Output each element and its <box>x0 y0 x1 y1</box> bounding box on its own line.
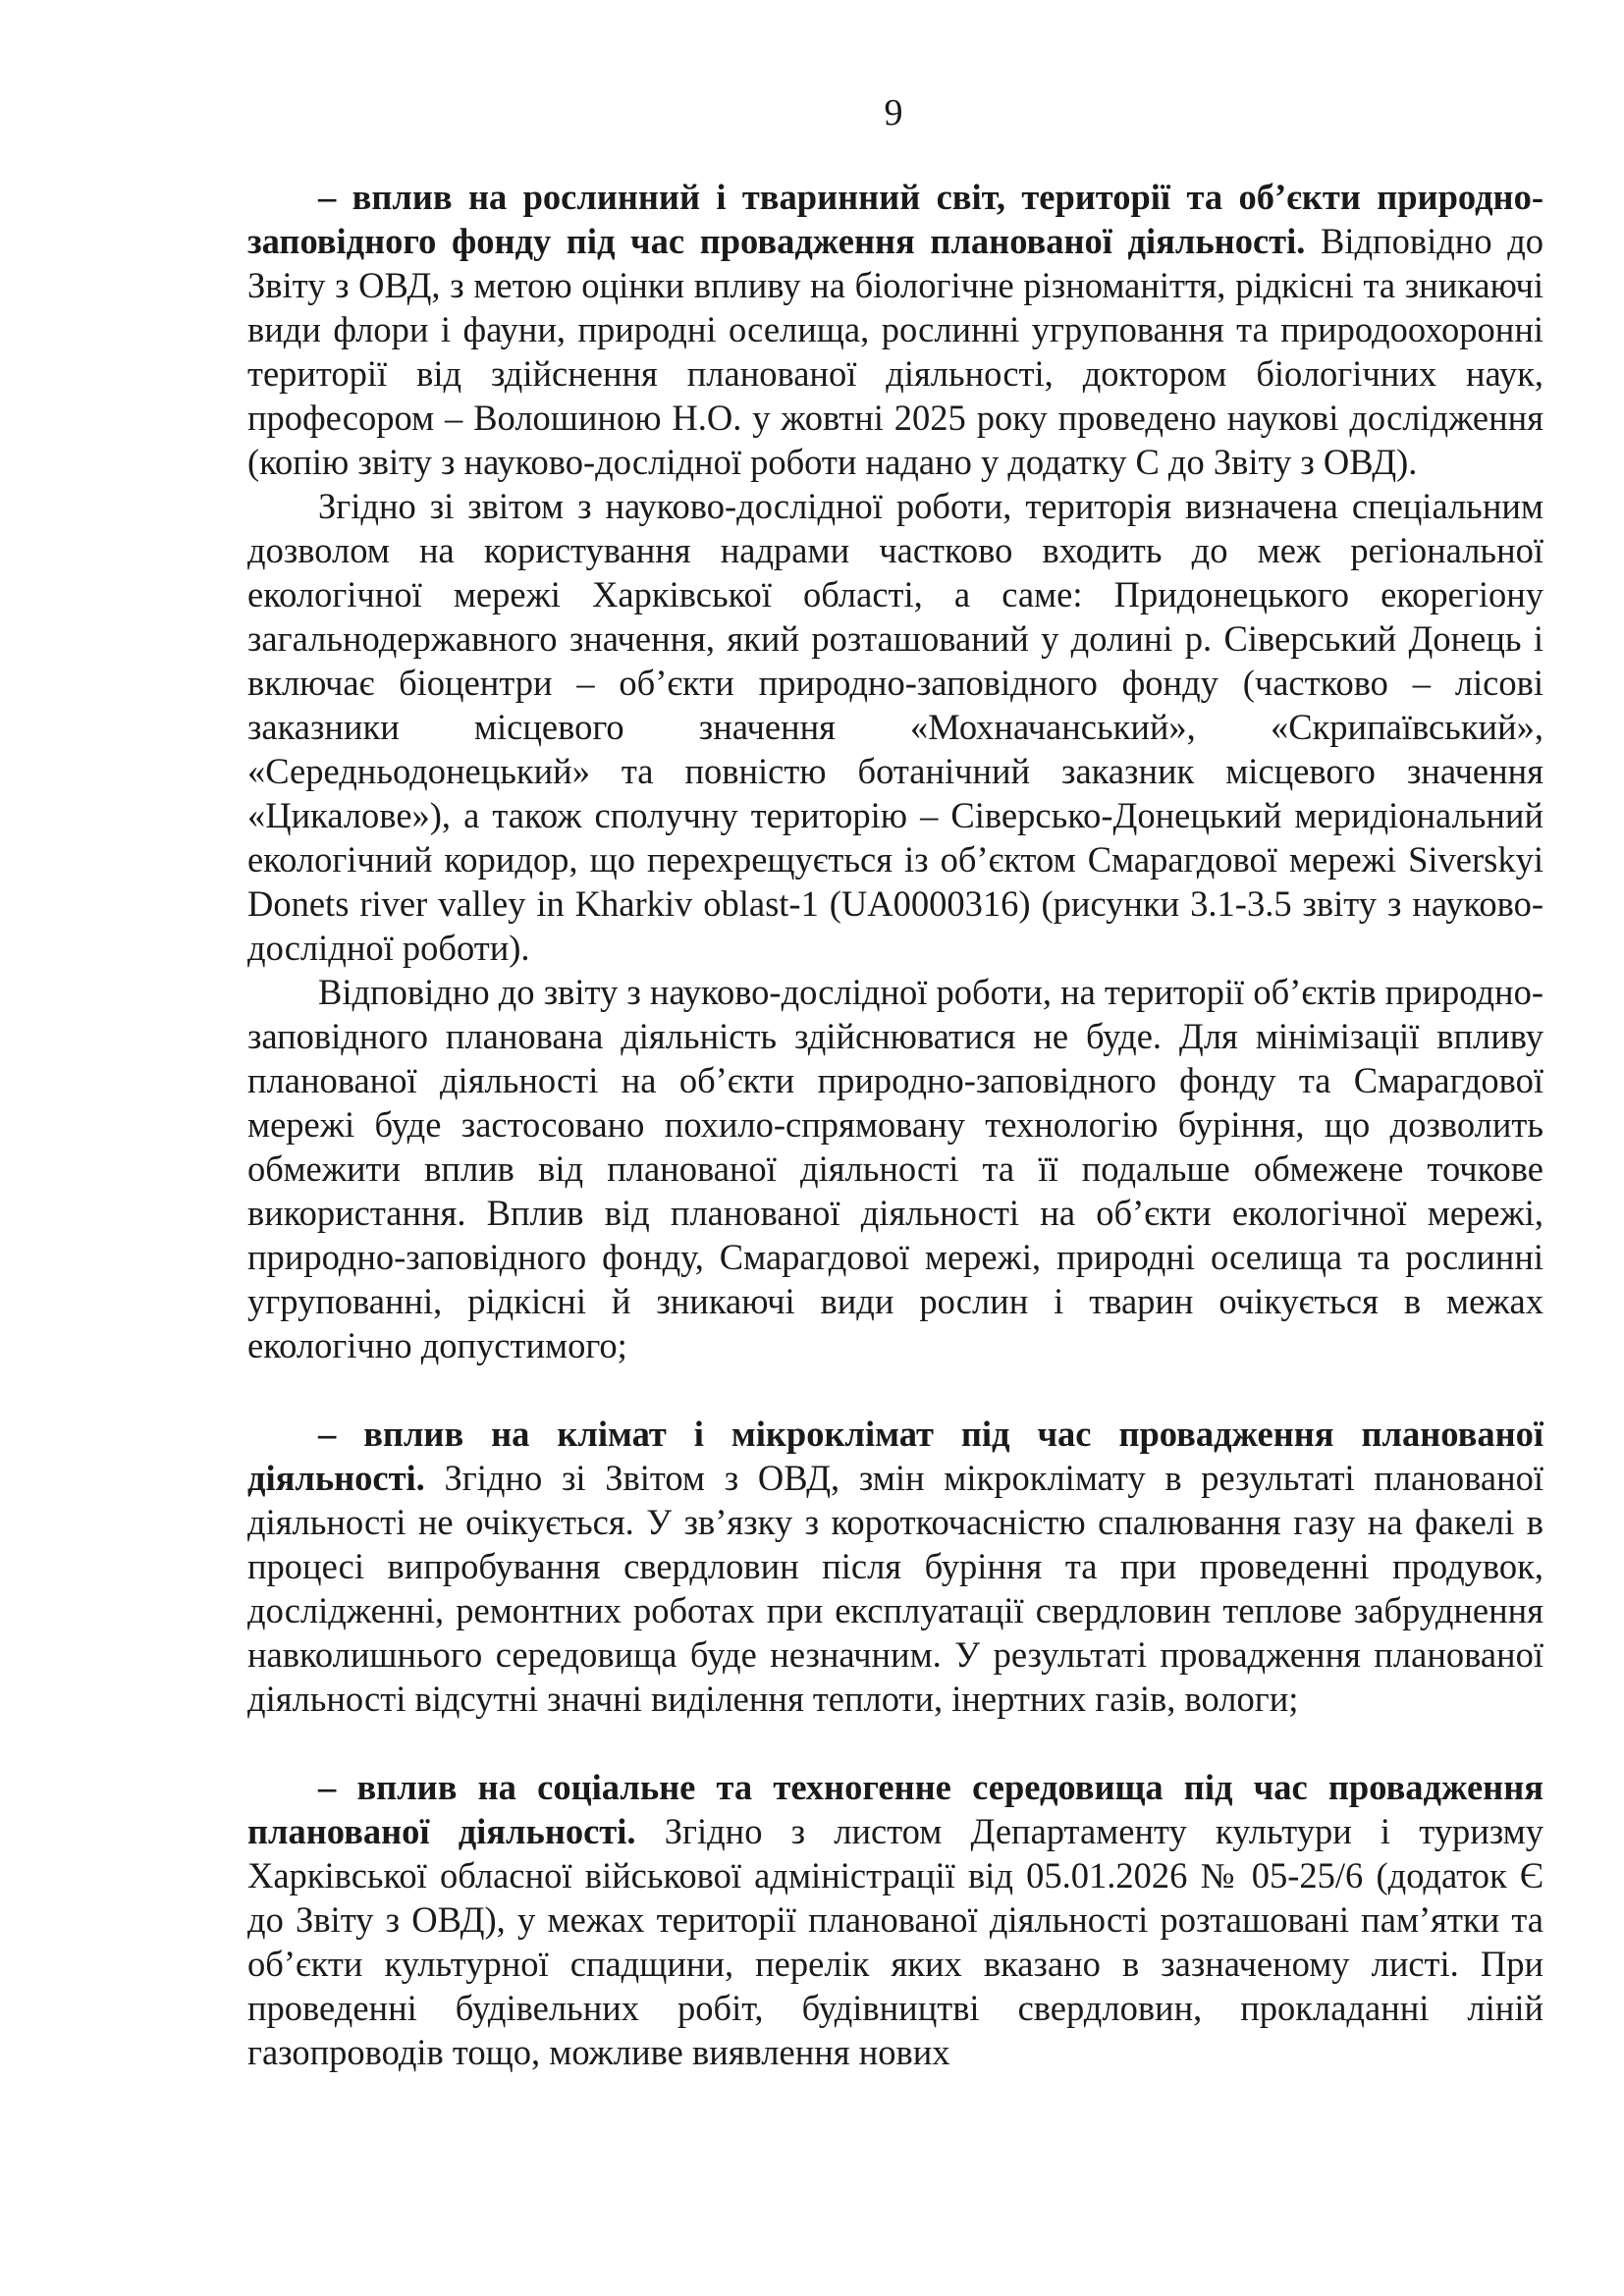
section-heading-climate: – вплив на клімат і мікроклімат під час провадження планованої діяльності. <box>247 1414 1543 1498</box>
paragraph-mitigation: Відповідно до звіту з науково-дослідної роботи, на території об’єктів природно-заповідного планована діяльність здійснюватися не буде. Для мінімізації впливу планованої діяльності на об’єкти природно-заповідного фонду та Смарагдової мережі буде застосовано похило-спрямовану технологію буріння, що дозволить обмежити вплив від планованої діяльності та її подальше обмежене точкове використання. Вплив від планованої діяльності на об’єкти екологічної мережі, природно-заповідного фонду, Смарагдової мережі, природні оселища та рослинні угрупованні, рідкісні й зникаючі види рослин і тварин очікується в межах екологічно допустимого; <box>247 972 1543 1365</box>
section-gap <box>247 1721 1543 1765</box>
section-text-social: Згідно з листом Департаменту культури і туризму Харківської обласної військової адміністрації від 05.01.2026 № 05-25/6 (додаток Є до Звіту з ОВД), у межах території планованої діяльності розташовані пам’ятки та об’єкти культурної спадщини, перелік яких вказано в зазначеному листі. При проведенні будівельних робіт, будівництві свердловин, прокладанні ліній газопроводів тощо, можливе виявлення нових <box>247 1811 1543 2072</box>
section-flora-fauna <box>247 175 1543 484</box>
section-social <box>247 1765 1543 2074</box>
section-heading-social: – вплив на соціальне та техногенне середовища під час провадження планованої діяльності. <box>247 1767 1543 1851</box>
section-text-flora-fauna: Відповідно до Звіту з ОВД, з метою оцінки впливу на біологічне різноманіття, рідкісні та зникаючі види флори і фауни, природні оселища, рослинні угруповання та природоохоронні території від здійснення планованої діяльності, доктором біологічних наук, професором – Волошиною Н.О. у жовтні 2025 року проведено наукові дослідження (копію звіту з науково-дослідної роботи надано у додатку С до Звіту з ОВД). <box>247 221 1544 482</box>
section-text-climate: Згідно зі Звітом з ОВД, змін мікроклімату в результаті планованої діяльності не очікується. У зв’язку з короткочасністю спалювання газу на факелі в процесі випробування свердловин після буріння та при проведенні продувок, дослідженні, ремонтних роботах при експлуатації свердловин теплове забруднення навколишнього середовища буде незначним. У результаті провадження планованої діяльності відсутні значні виділення теплоти, інертних газів, вологи; <box>247 1458 1543 1719</box>
section-climate <box>247 1412 1543 1721</box>
paragraph-ecological-network: Згідно зі звітом з науково-дослідної роботи, територія визначена спеціальним дозволом на користування надрами частково входить до меж регіональної екологічної мережі Харківської області, а саме: Придонецького екорегіону загальнодержавного значення, який розташований у долині р. Сіверський Донець і включає біоцентри – об’єкти природно-заповідного фонду (частково – лісові заказники місцевого значення «Мохначанський», «Скрипаївський», «Середньодонецький» та повністю ботанічний заказник місцевого значення «Цикалове»), а також сполучну територію – Сіверсько-Донецький меридіональний екологічний коридор, що перехрещується із об’єктом Смарагдової мережі Siverskyi Donets river valley in Kharkiv oblast-1 (UA0000316) (рисунки 3.1-3.5 звіту з науково-дослідної роботи). <box>247 486 1543 968</box>
section-gap <box>247 1367 1543 1412</box>
document-body <box>247 175 1543 2074</box>
page-number: 9 <box>884 92 903 133</box>
section-heading-flora-fauna: – вплив на рослинний і тваринний світ, території та об’єкти природно-заповідного фонду під час провадження планованої діяльності. <box>247 177 1543 261</box>
